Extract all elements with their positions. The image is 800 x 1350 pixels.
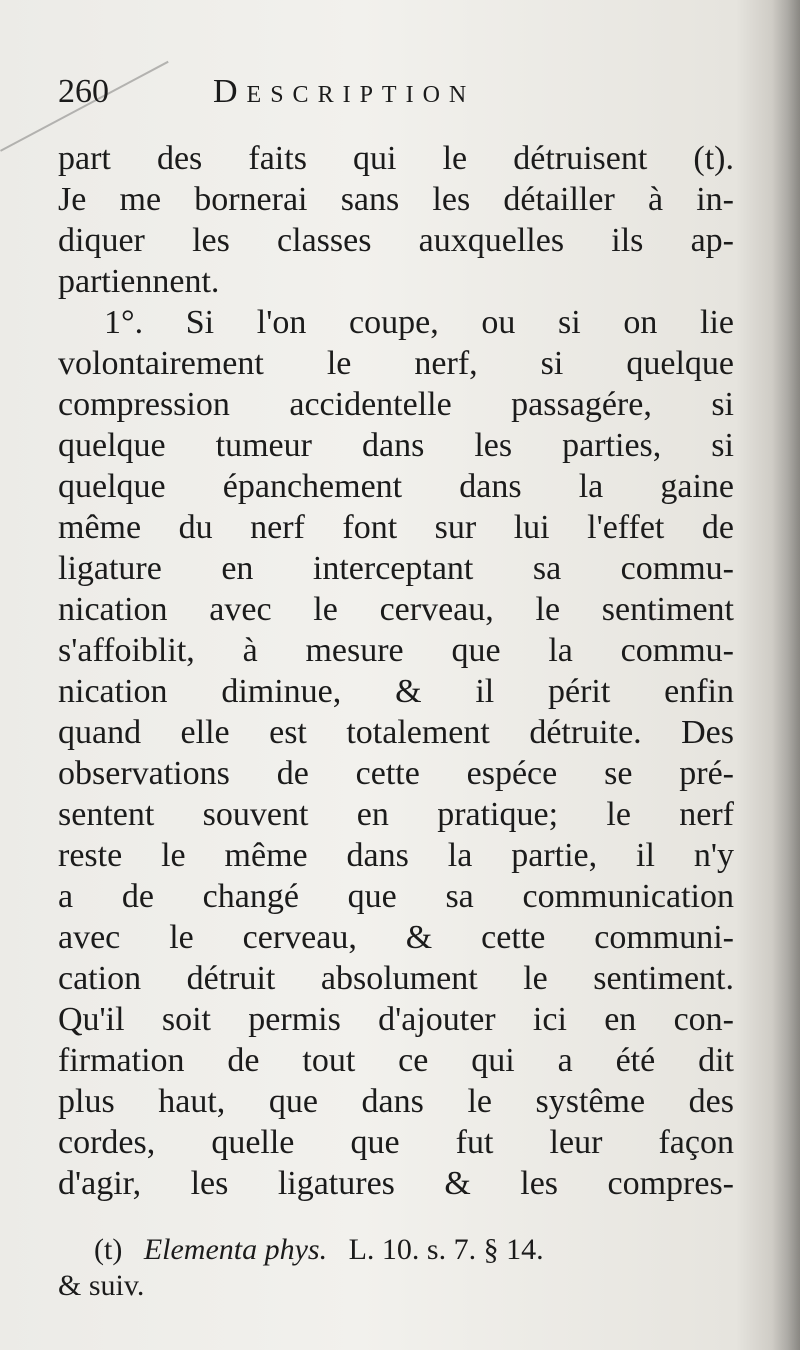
text-line: volontairement le nerf, si quelque: [58, 345, 734, 382]
footnote-title: Elementa phys.: [143, 1233, 328, 1266]
text-line: observations de cette espéce se pré-: [58, 755, 734, 792]
text-line: partiennent.: [58, 263, 220, 300]
page-number: 260: [58, 73, 109, 110]
text-line: 1°. Si l'on coupe, ou si on lie: [104, 304, 734, 341]
text-line: Je me bornerai sans les détailler à in-: [58, 181, 734, 218]
text-line: part des faits qui le détruisent (t).: [58, 140, 734, 177]
text-line: cation détruit absolument le sentiment.: [58, 960, 734, 997]
footnote-mark: (t): [94, 1233, 123, 1266]
body-text: [58, 138, 734, 1204]
text-line: firmation de tout ce qui a été dit: [58, 1042, 734, 1079]
text-line: ligature en interceptant sa commu-: [58, 550, 734, 587]
text-line: même du nerf font sur lui l'effet de: [58, 509, 734, 546]
text-line: Qu'il soit permis d'ajouter ici en con-: [58, 1001, 734, 1038]
text-line: plus haut, que dans le systême des: [58, 1083, 734, 1120]
footnote-reference: L. 10. s. 7. § 14.: [348, 1233, 544, 1266]
running-title: Description: [213, 73, 476, 110]
text-line: a de changé que sa communication: [58, 878, 734, 915]
footnote: [58, 1232, 734, 1304]
text-line: quand elle est totalement détruite. Des: [58, 714, 734, 751]
text-line: quelque épanchement dans la gaine: [58, 468, 734, 505]
running-head: [58, 72, 738, 116]
text-line: nication diminue, & il périt enfin: [58, 673, 734, 710]
footnote-continuation: & suiv.: [58, 1269, 145, 1302]
footnote-line: [58, 1232, 734, 1268]
text-line: quelque tumeur dans les parties, si: [58, 427, 734, 464]
text-line: diquer les classes auxquelles ils ap-: [58, 222, 734, 259]
text-line: reste le même dans la partie, il n'y: [58, 837, 734, 874]
text-line: cordes, quelle que fut leur façon: [58, 1124, 734, 1161]
text-line: nication avec le cerveau, le sentiment: [58, 591, 734, 628]
text-line: sentent souvent en pratique; le nerf: [58, 796, 734, 833]
text-line: s'affoiblit, à mesure que la commu-: [58, 632, 734, 669]
text-line: compression accidentelle passagére, si: [58, 386, 734, 423]
text-line: d'agir, les ligatures & les compres-: [58, 1165, 734, 1202]
text-line: avec le cerveau, & cette communi-: [58, 919, 734, 956]
page-gutter-shadow: [772, 0, 800, 1350]
